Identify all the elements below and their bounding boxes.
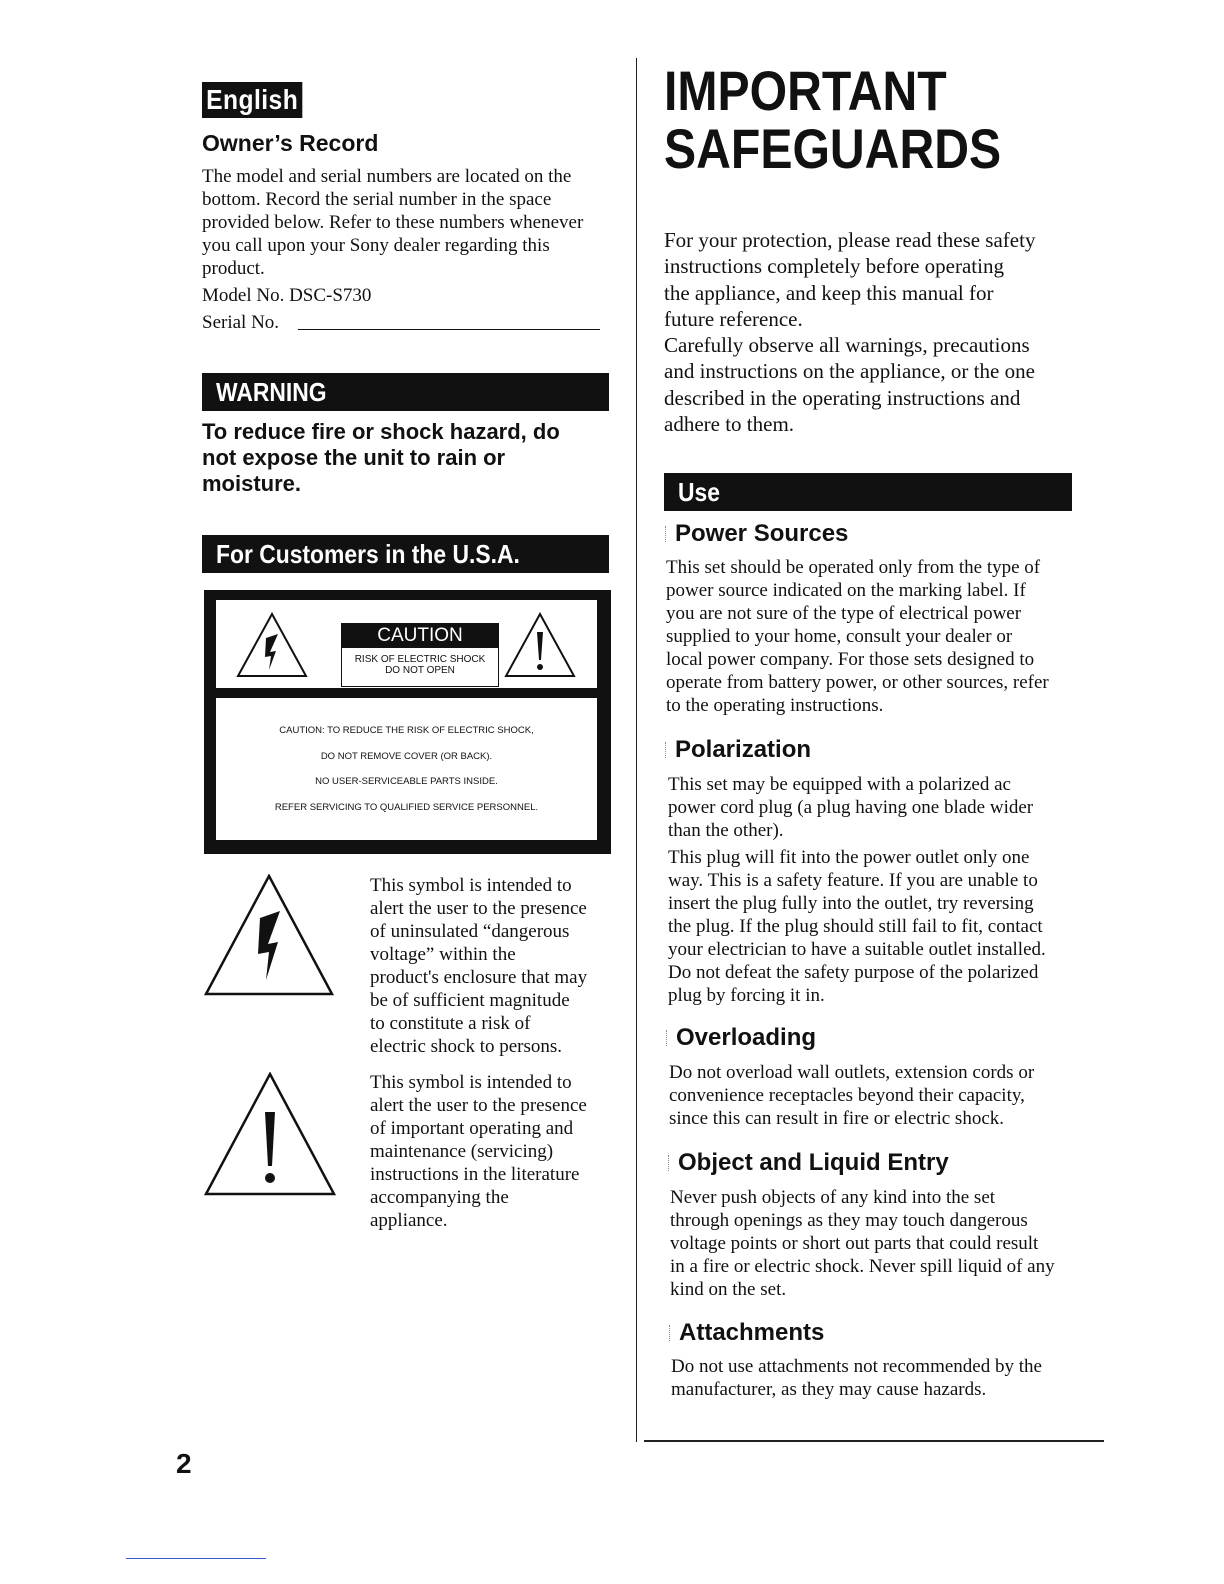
text-line: plug by forcing it in. [668, 985, 825, 1006]
caution-line: REFER SERVICING TO QUALIFIED SERVICE PERSONNEL. [274, 801, 539, 813]
text-line: instructions in the literature [370, 1164, 580, 1185]
serial-number-row [202, 311, 622, 334]
owners-record-heading: Owner’s Record [202, 130, 379, 156]
section-marker [665, 742, 669, 758]
lightning-symbol-icon [204, 874, 334, 996]
owners-record-text [202, 165, 622, 334]
title-line: SAFEGUARDS [664, 117, 1002, 180]
usa-bar: For Customers in the U.S.A. [202, 535, 609, 573]
section-marker [668, 1155, 672, 1171]
text-line: the appliance, and keep this manual for [664, 280, 994, 305]
text-line: For your protection, please read these safety [664, 228, 1036, 252]
text-line: product's enclosure that may [370, 967, 588, 988]
section-heading-overloading: Overloading [666, 1024, 816, 1052]
serial-label: Serial No. [202, 312, 280, 333]
page-title [664, 59, 1094, 180]
text-line: be of sufficient magnitude [370, 990, 570, 1011]
text-line: manufacturer, as they may cause hazards. [671, 1379, 987, 1400]
section-text-overloading [669, 1061, 1089, 1130]
text-line: Never push objects of any kind into the set [670, 1187, 996, 1208]
text-line: and instructions on the appliance, or the one [664, 359, 1035, 384]
caution-label-box [204, 590, 611, 854]
text-line: provided below. Refer to these numbers whenever [202, 212, 584, 233]
text-line: you call upon your Sony dealer regarding this [202, 235, 550, 256]
section-heading-attachments: Attachments [669, 1319, 824, 1347]
text-line: alert the user to the presence [370, 898, 587, 919]
text-line: of important operating and [370, 1118, 574, 1139]
text-line: Do not overload wall outlets, extension cords or [669, 1062, 1035, 1083]
section-heading-object-liquid-entry: Object and Liquid Entry [668, 1149, 949, 1177]
warning-text [202, 419, 622, 497]
text-line: through openings as they may touch dangerous [670, 1210, 1028, 1231]
text-line: than the other). [668, 820, 784, 841]
text-line: power cord plug (a plug having one blade wider [668, 797, 1034, 818]
text-line: power source indicated on the marking label. If [666, 580, 1026, 601]
intro-text [664, 227, 1084, 437]
caution-line: DO NOT REMOVE COVER (OR BACK). [320, 750, 493, 762]
text-line: in a fire or electric shock. Never spill liquid of any [670, 1256, 1055, 1277]
caution-line: NO USER-SERVICEABLE PARTS INSIDE. [315, 776, 498, 787]
section-marker [666, 1030, 670, 1046]
column-divider [636, 58, 637, 1442]
exclamation-warning-icon [504, 612, 576, 678]
section-text-power-sources [666, 556, 1086, 717]
text-line: instructions completely before operating [664, 254, 1004, 279]
section-text-attachments [671, 1355, 1091, 1401]
text-line: This symbol is intended to [370, 1072, 572, 1093]
text-line: This plug will fit into the power outlet only one [668, 847, 1030, 868]
text-line: way. This is a safety feature. If you are unable to [668, 870, 1038, 891]
text-line: maintenance (servicing) [370, 1141, 554, 1162]
caution-sticker-line: RISK OF ELECTRIC SHOCK [354, 654, 486, 665]
caution-sticker-line: DO NOT OPEN [385, 665, 455, 676]
caution-sticker [341, 623, 499, 687]
text-line: voltage” within the [370, 944, 516, 965]
text-line: To reduce fire or shock hazard, do [202, 419, 560, 444]
section-marker [665, 526, 669, 542]
text-line: kind on the set. [670, 1279, 787, 1300]
section-marker [669, 1325, 673, 1341]
text-line: The model and serial numbers are located on the [202, 166, 572, 187]
text-line: Do not defeat the safety purpose of the polarized [668, 962, 1039, 983]
lightning-symbol-text [370, 874, 610, 1058]
text-line: accompanying the [370, 1187, 509, 1208]
text-line: voltage points or short out parts that could result [670, 1233, 1039, 1254]
caution-line: CAUTION: TO REDUCE THE RISK OF ELECTRIC SHOCK, [279, 725, 534, 736]
exclamation-symbol-text [370, 1071, 610, 1232]
text-line: supplied to your home, consult your dealer or [666, 626, 1013, 647]
text-line: moisture. [202, 471, 302, 496]
text-line: your electrician to have a suitable outlet installed. [668, 939, 1046, 960]
serial-number-line [298, 329, 600, 330]
text-line: Do not use attachments not recommended by the [671, 1356, 1042, 1377]
section-text-object-liquid-entry [670, 1186, 1090, 1301]
text-line: the plug. If the plug should still fail to fit, contact [668, 916, 1043, 937]
footer-rule [126, 1558, 266, 1559]
use-bar: Use [664, 473, 1072, 511]
text-line: appliance. [370, 1210, 448, 1231]
text-line: bottom. Record the serial number in the space [202, 189, 552, 210]
text-line: of uninsulated “dangerous [370, 921, 570, 942]
exclamation-symbol-icon [204, 1072, 336, 1196]
text-line: not expose the unit to rain or [202, 445, 506, 470]
section-heading-power-sources: Power Sources [665, 520, 848, 548]
text-line: operate from battery power, or other sources, refer [666, 672, 1049, 693]
caution-symbols-panel [216, 600, 597, 688]
text-line: since this can result in fire or electric shock. [669, 1108, 1005, 1129]
text-line: local power company. For those sets designed to [666, 649, 1035, 670]
text-line: alert the user to the presence [370, 1095, 587, 1116]
text-line: adhere to them. [664, 412, 795, 437]
text-line: you are not sure of the type of electrical power [666, 603, 1022, 624]
text-line: convenience receptacles beyond their capacity, [669, 1085, 1025, 1106]
text-line: This set should be operated only from the type of [666, 557, 1041, 578]
text-line: described in the operating instructions and [664, 385, 1021, 410]
language-badge: English [202, 82, 302, 118]
text-line: electric shock to persons. [370, 1036, 563, 1057]
section-text-polarization [668, 773, 1088, 1007]
column-bottom-rule [644, 1440, 1104, 1442]
text-line: This set may be equipped with a polarized ac [668, 774, 1011, 795]
caution-text-panel [216, 698, 597, 840]
text-line: insert the plug fully into the outlet, try reversing [668, 893, 1034, 914]
caution-text [216, 718, 597, 820]
warning-bar: WARNING [202, 373, 609, 411]
lightning-warning-icon [236, 612, 308, 678]
text-line: This symbol is intended to [370, 875, 572, 896]
caution-sticker-title: CAUTION [342, 624, 498, 648]
model-number: Model No. DSC-S730 [202, 285, 372, 306]
title-line: IMPORTANT [664, 59, 947, 122]
text-line: to the operating instructions. [666, 695, 884, 716]
page-number: 2 [176, 1448, 192, 1479]
text-line: to constitute a risk of [370, 1013, 531, 1034]
text-line: Carefully observe all warnings, precautions [664, 333, 1030, 358]
text-line: future reference. [664, 306, 803, 331]
section-heading-polarization: Polarization [665, 736, 811, 764]
text-line: product. [202, 258, 265, 279]
